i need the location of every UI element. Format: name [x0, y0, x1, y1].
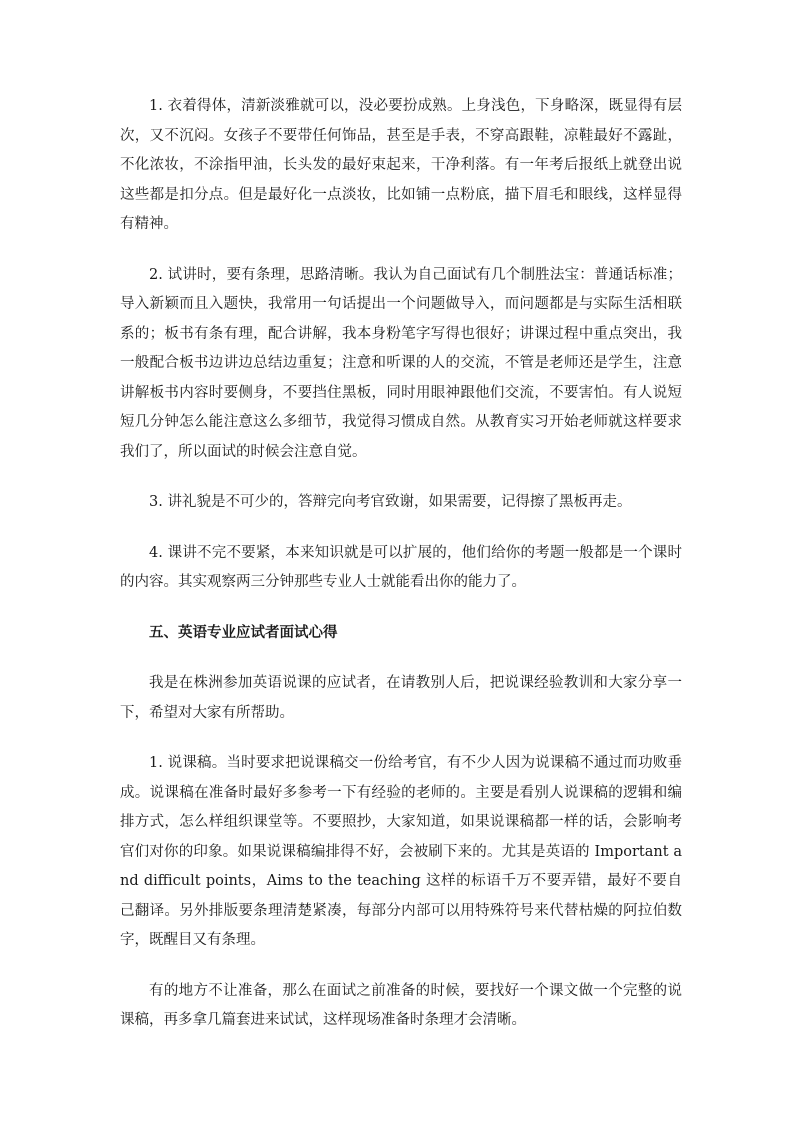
- paragraph-lesson-plan: 1. 说课稿。当时要求把说课稿交一份给考官，有不少人因为说课稿不通过而功败垂成。说课稿在准备时最好多参考一下有经验的老师的。主要是看别人说课稿的逻辑和编排方式，怎么样组织课堂等。不要照抄，大家知道，如果说课稿都一样的话，会影响考官们对你的印象。如果说课稿编排得不好，会被刷下来的。尤其是英语的 Important and difficult points，Aims to the teaching 这样的标语千万不要弄错，最好不要自己翻译。另外排版要条理清楚紧凑，每部分内部可以用特殊符号来代替枯燥的阿拉伯数字，既醒目又有条理。: [120, 755, 682, 948]
- paragraph-intro: 我是在株洲参加英语说课的应试者，在请教别人后，把说课经验教训和大家分享一下，希望对大家有所帮助。: [120, 675, 682, 721]
- document-body: [120, 92, 682, 1057]
- paragraph-politeness: 3. 讲礼貌是不可少的，答辩完向考官致谢，如果需要，记得擦了黑板再走。: [149, 494, 632, 510]
- paragraph-unfinished-lecture: 4. 课讲不完不要紧，本来知识就是可以扩展的，他们给你的考题一般都是一个课时的内容。其实观察两三分钟那些专业人士就能看出你的能力了。: [120, 544, 682, 590]
- paragraph-trial-lecture: 2. 试讲时，要有条理，思路清晰。我认为自己面试有几个制胜法宝：普通话标准；导入新颖而且入题快，我常用一句话提出一个问题做导入，而问题都是与实际生活相联系的；板书有条有理，配合讲解，我本身粉笔字写得也很好；讲课过程中重点突出，我一般配合板书边讲边总结边重复；注意和听课的人的交流，不管是老师还是学生，注意讲解板书内容时要侧身，不要挡住黑板，同时用眼神跟他们交流，不要害怕。有人说短短几分钟怎么能注意这么多细节，我觉得习惯成自然。从教育实习开始老师就这样要求我们了，所以面试的时候会注意自觉。: [120, 266, 682, 460]
- paragraph-preparation: 有的地方不让准备，那么在面试之前准备的时候，要找好一个课文做一个完整的说课稿，再多拿几篇套进来试试，这样现场准备时条理才会清晰。: [120, 982, 682, 1028]
- section-heading: 五、英语专业应试者面试心得: [149, 624, 338, 641]
- paragraph-attire: 1. 衣着得体，清新淡雅就可以，没必要扮成熟。上身浅色，下身略深，既显得有层次，又不沉闷。女孩子不要带任何饰品，甚至是手表，不穿高跟鞋，凉鞋最好不露趾，不化浓妆，不涂指甲油，长头发的最好束起来，干净利落。有一年考后报纸上就登出说这些都是扣分点。但是最好化一点淡妆，比如铺一点粉底，描下眉毛和眼线，这样显得有精神。: [120, 98, 682, 232]
